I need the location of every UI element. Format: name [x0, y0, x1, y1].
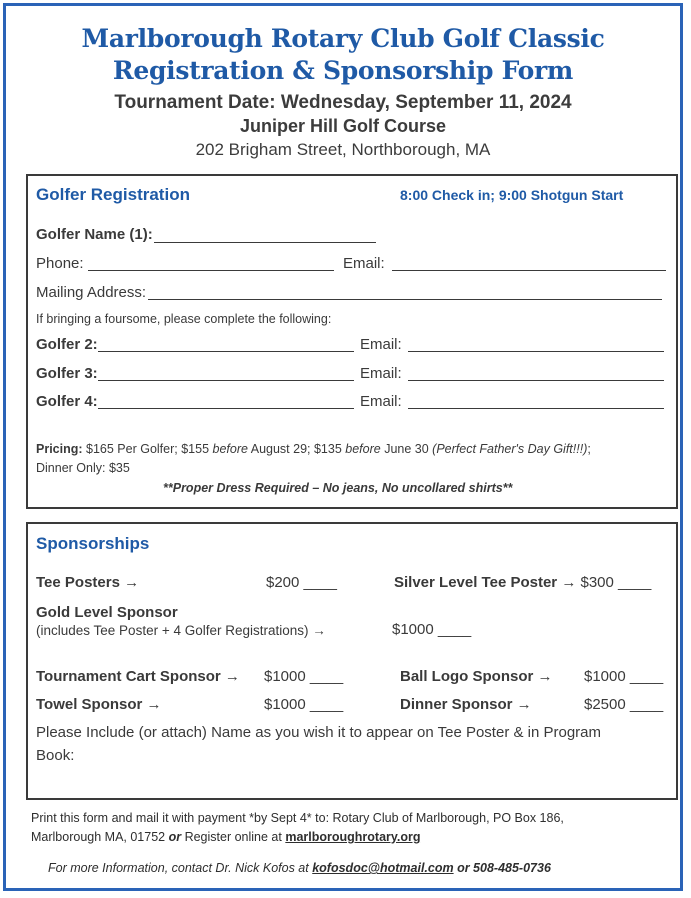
golfer2-email-label: Email: — [360, 336, 402, 353]
pricing-label: Pricing: — [36, 442, 83, 456]
gold-level-price[interactable]: $1000 ____ — [392, 621, 472, 638]
contact-email-link[interactable]: kofosdoc@hotmail.com — [312, 861, 454, 875]
pricing-part2: August 29; $135 — [247, 442, 346, 456]
website-link[interactable]: marlboroughrotary.org — [285, 830, 421, 844]
pricing-before2: before — [345, 442, 381, 456]
towel-sponsor-price[interactable]: $1000 ____ — [264, 696, 344, 713]
contact-phone: 508-485-0736 — [473, 861, 551, 875]
form-title-line1: Marlborough Rotary Club Golf Classic — [81, 24, 605, 53]
golfer3-email-label: Email: — [360, 365, 402, 382]
pricing-part3: June 30 — [380, 442, 433, 456]
form-title-line2: Registration & Sponsorship Form — [112, 56, 574, 85]
golfer1-label: Golfer Name (1): — [36, 226, 153, 243]
towel-sponsor-label: Towel Sponsor → — [36, 696, 162, 713]
mail-or-text: or — [168, 830, 182, 844]
register-online-text: Register online at — [181, 830, 286, 844]
golfer4-label: Golfer 4: — [36, 393, 98, 410]
course-address: 202 Brigham Street, Northborough, MA — [195, 140, 491, 159]
phone-label: Phone: — [36, 255, 84, 272]
sponsorships-section — [26, 522, 678, 800]
golfer1-name-field[interactable] — [154, 242, 376, 243]
contact-or-text: or — [453, 861, 474, 875]
pricing-gift: (Perfect Father's Day Gift!!!) — [432, 442, 588, 456]
tournament-date: Tournament Date: Wednesday, September 11, 2024 — [114, 92, 572, 113]
silver-level-price: → $300 ____ — [561, 574, 652, 591]
contact-text: For more Information, contact Dr. Nick Kofos at — [48, 861, 313, 875]
course-name: Juniper Hill Golf Course — [239, 116, 447, 136]
cart-sponsor-price[interactable]: $1000 ____ — [264, 668, 344, 685]
registration-heading: Golfer Registration — [36, 185, 190, 204]
email-label: Email: — [343, 255, 385, 272]
email-field[interactable] — [392, 270, 666, 271]
silver-level-line[interactable] — [394, 574, 651, 591]
golfer3-label: Golfer 3: — [36, 365, 98, 382]
golfer4-email-field[interactable] — [408, 408, 664, 409]
mailing-address-label: Mailing Address: — [36, 284, 147, 301]
include-name-line1: Please Include (or attach) Name as you wish it to appear on Tee Poster & in Program — [36, 724, 602, 741]
golfer4-email-label: Email: — [360, 393, 402, 410]
mailing-address-field[interactable] — [148, 299, 662, 300]
foursome-note: If bringing a foursome, please complete the following: — [36, 312, 332, 326]
golfer-registration-section — [26, 174, 678, 509]
gold-level-label: Gold Level Sponsor — [36, 604, 178, 621]
form-page — [3, 3, 683, 891]
silver-level-label: Silver Level Tee Poster — [394, 574, 558, 591]
dinner-only-price: Dinner Only: $35 — [36, 461, 130, 475]
pricing-text — [36, 442, 591, 456]
check-in-schedule: 8:00 Check in; 9:00 Shotgun Start — [400, 187, 624, 203]
mail-address-text: Marlborough MA, 01752 — [31, 830, 169, 844]
golfer4-name-field[interactable] — [98, 408, 354, 409]
pricing-end: ; — [587, 442, 591, 456]
ball-logo-sponsor-price[interactable]: $1000 ____ — [584, 668, 664, 685]
cart-sponsor-label: Tournament Cart Sponsor → — [36, 668, 240, 685]
dress-code-note: **Proper Dress Required – No jeans, No uncollared shirts** — [163, 481, 513, 495]
golfer3-name-field[interactable] — [98, 380, 354, 381]
sponsorships-heading: Sponsorships — [36, 534, 150, 553]
include-name-line2: Book: — [36, 747, 75, 764]
gold-level-note: (includes Tee Poster + 4 Golfer Registrations) → — [36, 623, 326, 638]
tee-posters-label: Tee Posters → — [36, 574, 140, 591]
golfer2-label: Golfer 2: — [36, 336, 98, 353]
mail-instructions-line1: Print this form and mail it with payment *by Sept 4* to: Rotary Club of Marlborough, PO Box 186, — [31, 811, 564, 825]
tee-posters-price[interactable]: $200 ____ — [266, 574, 337, 591]
ball-logo-sponsor-label: Ball Logo Sponsor → — [400, 668, 553, 685]
dinner-sponsor-label: Dinner Sponsor → — [400, 696, 532, 713]
pricing-before1: before — [212, 442, 248, 456]
golfer2-email-field[interactable] — [408, 351, 664, 352]
pricing-part1: $165 Per Golfer; $155 — [82, 442, 213, 456]
contact-info — [48, 861, 551, 875]
mail-instructions-line2 — [31, 830, 421, 844]
golfer3-email-field[interactable] — [408, 380, 664, 381]
phone-field[interactable] — [88, 270, 334, 271]
dinner-sponsor-price[interactable]: $2500 ____ — [584, 696, 664, 713]
golfer2-name-field[interactable] — [98, 351, 354, 352]
